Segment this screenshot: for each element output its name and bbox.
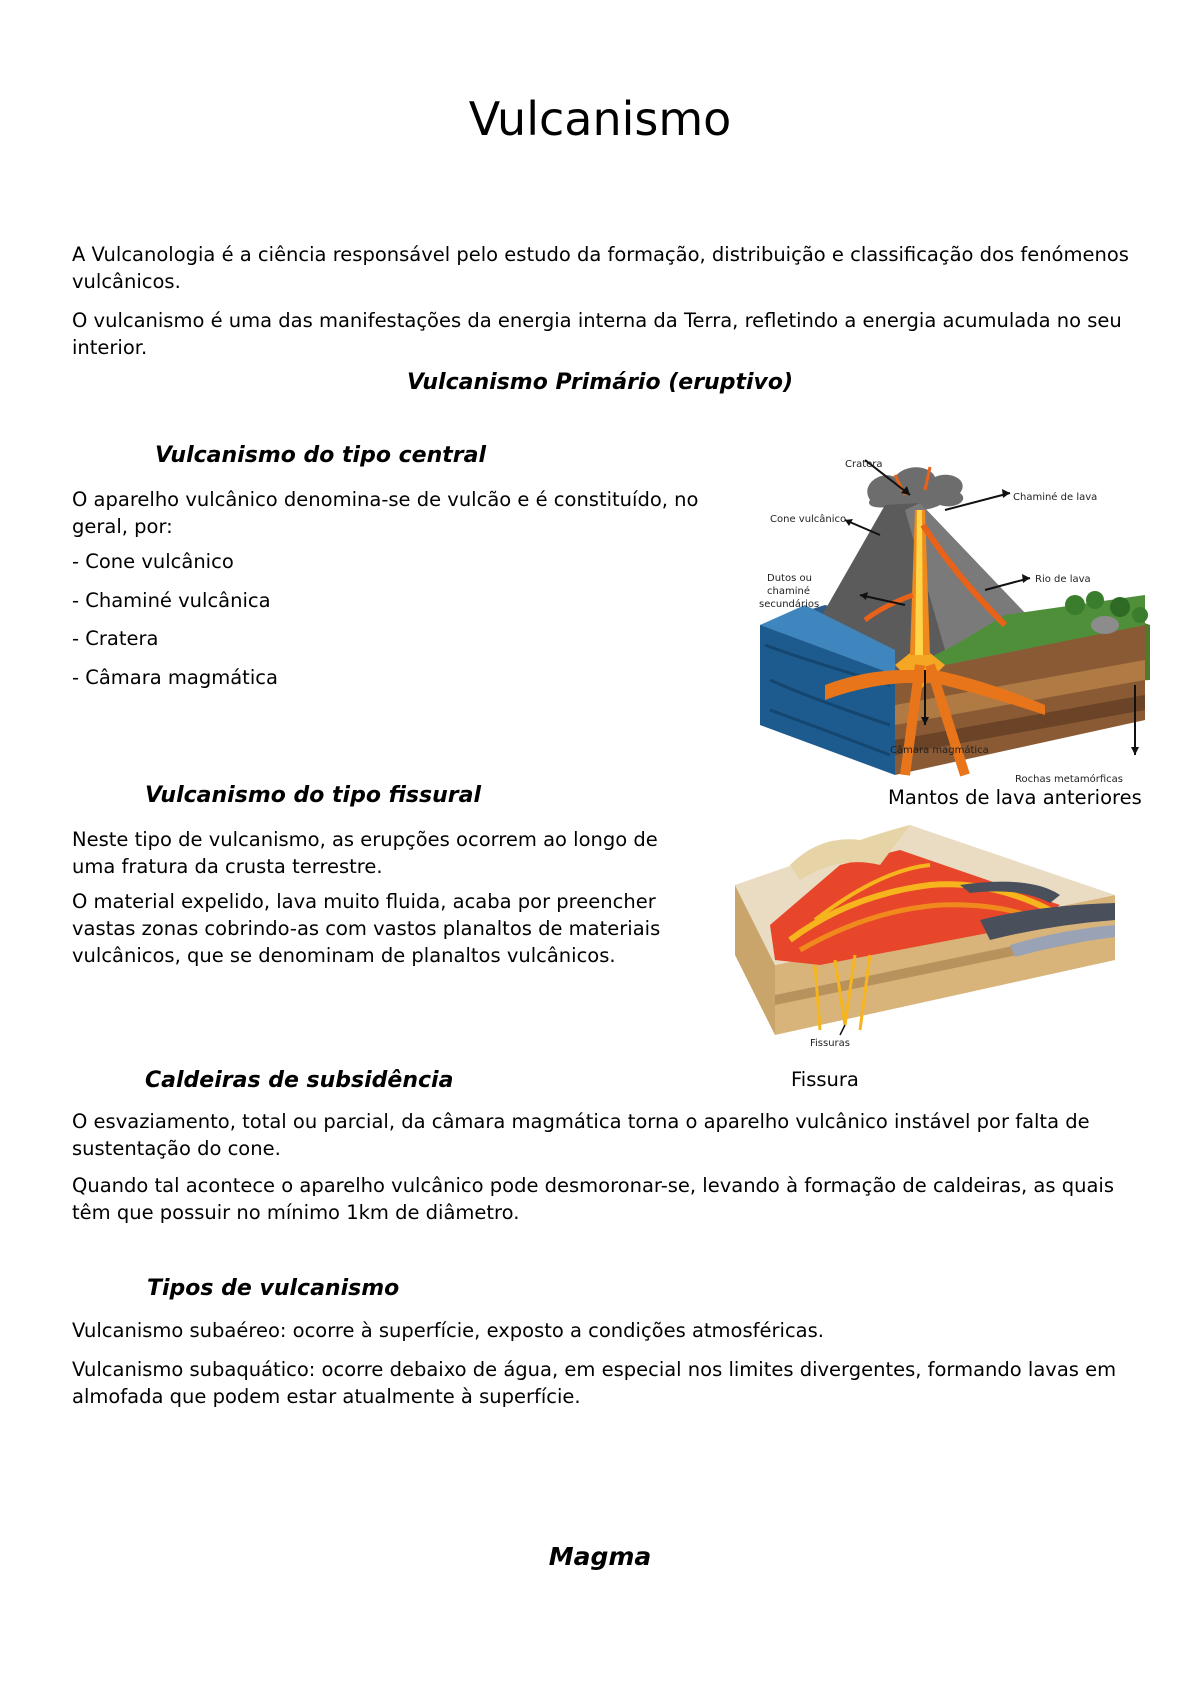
intro-paragraph-1: A Vulcanologia é a ciência responsável pelo estudo da formação, distribuição e classificação dos fenómenos vulcânicos. <box>72 243 1129 293</box>
fissural-heading: Vulcanismo do tipo fissural <box>145 783 482 808</box>
fissural-paragraph-2: O material expelido, lava muito fluida, acaba por preencher vastas zonas cobrindo-as com vastos planaltos de materiais vulcânicos, que se denominam de planaltos vulcânicos. <box>72 890 661 967</box>
list-item: - Câmara magmática <box>72 666 278 689</box>
tipos-heading: Tipos de vulcanismo <box>147 1276 400 1301</box>
magma-heading: Magma <box>548 1542 652 1571</box>
label-dutos-2: chaminé <box>767 586 810 597</box>
caldeiras-paragraph-2: Quando tal acontece o aparelho vulcânico pode desmoronar-se, levando à formação de caldeiras, as quais têm que possuir no mínimo 1km de diâmetro. <box>72 1174 1114 1224</box>
list-item: - Cratera <box>72 627 159 650</box>
label-dutos-1: Dutos ou <box>767 573 812 584</box>
fissure-caption: Fissura <box>791 1068 859 1091</box>
tipos-paragraph-1: Vulcanismo subaéreo: ocorre à superfície, exposto a condições atmosféricas. <box>72 1319 824 1342</box>
caldeiras-paragraph-1: O esvaziamento, total ou parcial, da câmara magmática torna o aparelho vulcânico instável por falta de sustentação do cone. <box>72 1110 1090 1160</box>
label-rochas: Rochas metamórficas <box>1015 774 1124 785</box>
caldeiras-heading: Caldeiras de subsidência <box>145 1068 454 1093</box>
volcano-diagram <box>745 455 1165 785</box>
fissure-diagram <box>730 825 1120 1050</box>
central-heading: Vulcanismo do tipo central <box>155 443 486 468</box>
fissural-paragraph-1: Neste tipo de vulcanismo, as erupções ocorrem ao longo de uma fratura da crusta terrestre. <box>72 828 658 878</box>
label-rio: Rio de lava <box>1035 574 1091 585</box>
label-cratera: Cratera <box>845 459 883 470</box>
label-camara: Câmara magmática <box>890 745 989 756</box>
label-fissuras: Fissuras <box>810 1038 851 1049</box>
label-chamine-lava: Chaminé de lava <box>1013 492 1098 503</box>
label-cone: Cone vulcânico <box>770 514 847 525</box>
tipos-paragraph-2: Vulcanismo subaquático: ocorre debaixo de água, em especial nos limites divergentes, formando lavas em almofada que podem estar atualmente à superfície. <box>72 1358 1117 1408</box>
volcano-caption: Mantos de lava anteriores <box>888 786 1142 809</box>
list-item: - Chaminé vulcânica <box>72 589 271 612</box>
label-dutos-3: secundários <box>759 599 820 610</box>
central-text: O aparelho vulcânico denomina-se de vulcão e é constituído, no geral, por: <box>72 488 699 538</box>
list-item: - Cone vulcânico <box>72 550 234 573</box>
primary-heading: Vulcanismo Primário (eruptivo) <box>406 370 794 395</box>
intro-paragraph-2: O vulcanismo é uma das manifestações da energia interna da Terra, refletindo a energia acumulada no seu interior. <box>72 309 1122 359</box>
page-title: Vulcanismo <box>468 92 732 146</box>
